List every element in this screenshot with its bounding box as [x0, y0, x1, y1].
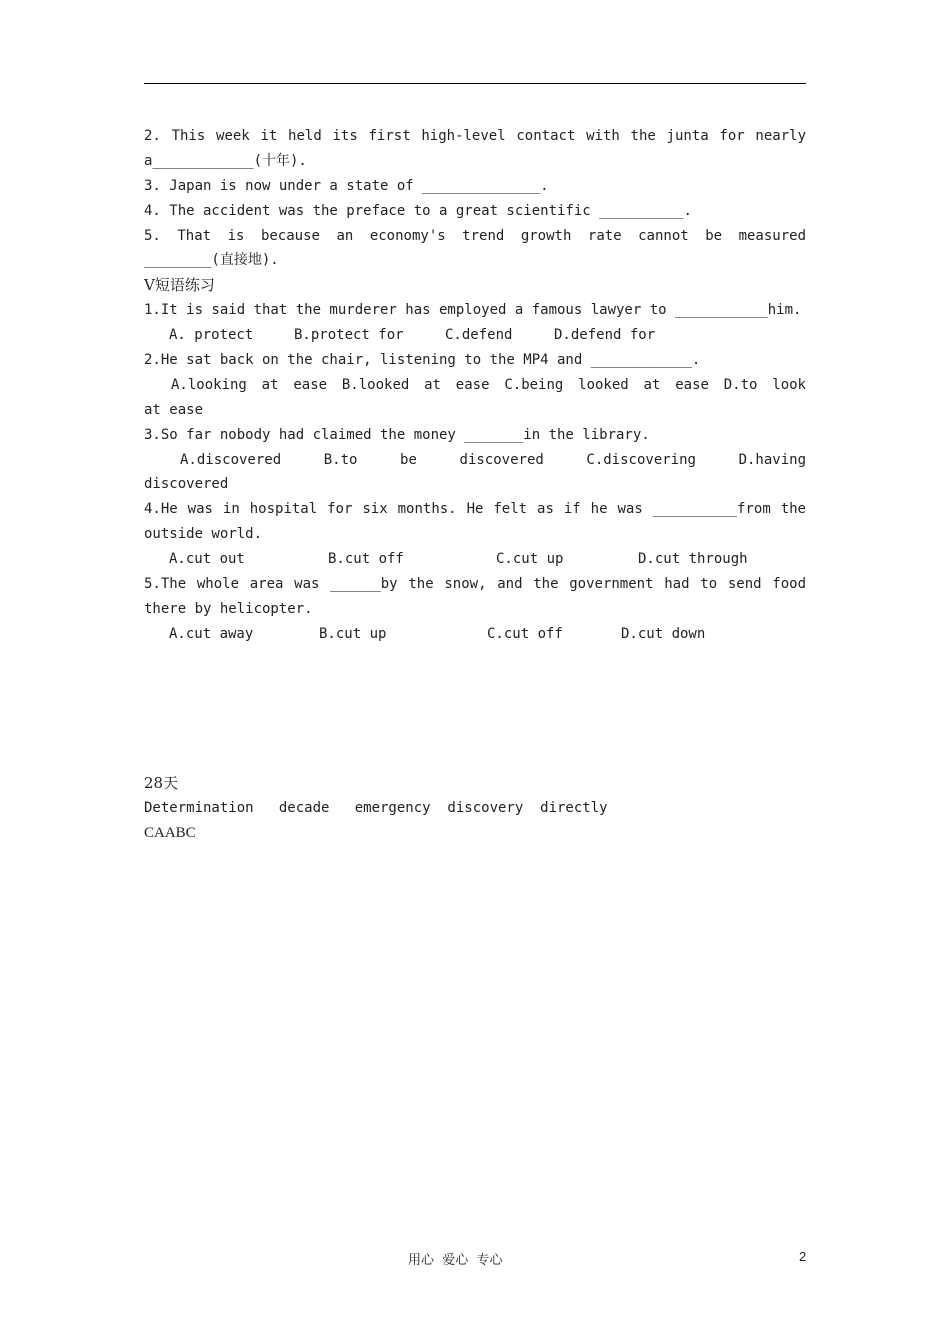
mcq2-options: A.looking at ease B.looked at ease C.being looked at ease D.to look: [171, 376, 806, 393]
mcq4-option-a: A.cut out: [169, 551, 245, 568]
page-number: 2: [799, 1249, 807, 1264]
q4: 4. The accident was the preface to a great scientific __________.: [144, 202, 692, 219]
mcq4-option-c: C.cut up: [496, 551, 564, 568]
mcq4-options: [144, 547, 806, 572]
mcq4-option-d: D.cut through: [638, 551, 748, 568]
q2-line1: 2. This week it held its first high-level contact with the junta for nearly: [144, 128, 806, 144]
mcq4-stem-line1: 4.He was in hospital for six months. He felt as if he was __________from the: [144, 501, 806, 518]
mcq5-option-d: D.cut down: [621, 625, 706, 642]
q3: 3. Japan is now under a state of ______________.: [144, 177, 549, 194]
mcq4-stem-line2: outside world.: [144, 526, 263, 543]
q2-line2: a____________(十年).: [144, 152, 307, 169]
mcq3-options-tail: discovered: [144, 476, 229, 493]
mcq2-options-tail: at ease: [144, 401, 204, 418]
mcq1-option-a: A. protect: [169, 327, 254, 344]
mcq5-option-a: A.cut away: [169, 625, 254, 642]
mcq4-option-b: B.cut off: [328, 551, 404, 568]
section-title: V短语练习: [144, 276, 215, 295]
mcq5-option-b: B.cut up: [319, 625, 387, 642]
header-rule: [144, 83, 806, 84]
answers-day-label: 28天: [144, 774, 179, 793]
document-body: [144, 124, 806, 846]
mcq5-stem-line1: 5.The whole area was ______by the snow, and the government had to send food: [144, 576, 806, 593]
mcq1-option-c: C.defend: [445, 327, 513, 344]
q5-line2: ________(直接地).: [144, 252, 279, 269]
mcq3-stem: 3.So far nobody had claimed the money _______in the library.: [144, 426, 650, 443]
mcq3-options: A.discovered B.to be discovered C.discovering D.having: [180, 451, 806, 468]
answers-choices: CAABC: [144, 824, 196, 841]
mcq5-option-c: C.cut off: [487, 625, 563, 642]
mcq1-option-b: B.protect for: [294, 327, 404, 344]
mcq1-stem: 1.It is said that the murderer has employed a famous lawyer to ___________him.: [144, 302, 802, 319]
mcq1-option-d: D.defend for: [554, 327, 656, 344]
mcq2-stem: 2.He sat back on the chair, listening to the MP4 and ____________.: [144, 352, 701, 369]
mcq5-stem-line2: there by helicopter.: [144, 600, 313, 617]
footer-motto: 用心 爱心 专心: [408, 1253, 503, 1268]
mcq5-options: [144, 622, 806, 647]
q5-line1: 5. That is because an economy's trend growth rate cannot be measured: [144, 227, 806, 244]
mcq1-options: [144, 323, 806, 348]
answers-words: Determination decade emergency discovery directly: [144, 800, 608, 817]
